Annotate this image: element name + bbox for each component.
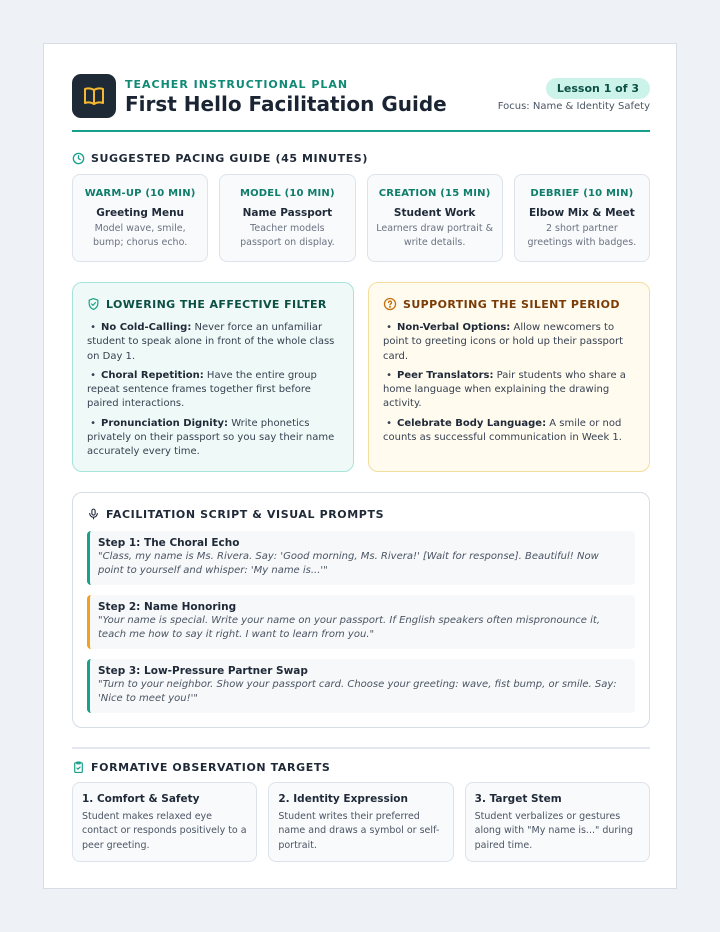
affective-filter-title: LOWERING THE AFFECTIVE FILTER bbox=[106, 297, 327, 311]
pacing-time: WARM-UP (10 MIN) bbox=[84, 188, 196, 199]
step-quote: "Your name is special. Write your name on your passport. If English speakers often mispronounce it, teach me how to say it right. I want to learn from you." bbox=[98, 615, 601, 640]
observation-card bbox=[72, 782, 257, 862]
observation-title: 3. Target Stem bbox=[474, 793, 562, 805]
item-text: Allow newcomers to point to greeting icons or hold up their passport card. bbox=[383, 322, 624, 362]
step-title: Step 3: Low-Pressure Partner Swap bbox=[98, 665, 308, 677]
clock-icon bbox=[72, 152, 85, 165]
pacing-description: Model wave, smile, bump; chorus echo. bbox=[92, 223, 188, 248]
pacing-description: Teacher models passport on display. bbox=[240, 223, 335, 248]
item-text: Pair students who share a home language when explaining the drawing activity. bbox=[383, 369, 626, 410]
pacing-heading-text: SUGGESTED PACING GUIDE (45 MINUTES) bbox=[91, 152, 368, 165]
item-term: Choral Repetition: bbox=[101, 369, 204, 381]
pacing-time: DEBRIEF (10 MIN) bbox=[530, 188, 634, 199]
list-item: • No Cold-Calling: Never force an unfamiliar student to speak alone in front of the whole class on Day 1. bbox=[87, 322, 335, 362]
script-heading-text: FACILITATION SCRIPT & VISUAL PROMPTS bbox=[106, 507, 385, 521]
header bbox=[72, 74, 650, 134]
observation-heading bbox=[72, 760, 330, 774]
pacing-activity: Student Work bbox=[393, 207, 476, 219]
pacing-card-warmup bbox=[72, 174, 208, 262]
item-term: Peer Translators: bbox=[397, 369, 494, 381]
observation-cards bbox=[72, 782, 650, 862]
item-term: Pronunciation Dignity: bbox=[101, 417, 229, 429]
observation-card bbox=[268, 782, 453, 862]
shield-check-icon bbox=[87, 297, 100, 311]
header-divider bbox=[72, 130, 650, 132]
affective-filter-box bbox=[72, 282, 354, 472]
pacing-card-model bbox=[219, 174, 355, 262]
pacing-activity: Greeting Menu bbox=[96, 207, 185, 219]
script-step-2 bbox=[87, 595, 635, 649]
observation-heading-text: FORMATIVE OBSERVATION TARGETS bbox=[91, 760, 331, 774]
list-item: • Pronunciation Dignity: Write phonetics privately on their passport so you say their name accurately every time. bbox=[87, 417, 335, 458]
item-text: A smile or nod counts as successful communication in Week 1. bbox=[383, 417, 622, 444]
pacing-time: CREATION (15 MIN) bbox=[378, 188, 491, 199]
plan-kicker: TEACHER INSTRUCTIONAL PLAN bbox=[125, 78, 349, 91]
question-circle-icon bbox=[383, 297, 397, 311]
item-term: No Cold-Calling: bbox=[101, 322, 192, 333]
observation-description: Student writes their preferred name and draws a symbol or self-portrait. bbox=[278, 811, 440, 851]
list-item: • Non-Verbal Options: Allow newcomers to point to greeting icons or hold up their passport card. bbox=[383, 322, 624, 362]
pacing-time: MODEL (10 MIN) bbox=[239, 188, 335, 199]
silent-period-heading bbox=[383, 297, 635, 311]
script-step-3 bbox=[87, 659, 635, 713]
silent-period-title: SUPPORTING THE SILENT PERIOD bbox=[403, 297, 620, 311]
lesson-plan-page bbox=[43, 43, 677, 889]
step-title: Step 1: The Choral Echo bbox=[98, 537, 240, 549]
lesson-badge: Lesson 1 of 3 bbox=[546, 78, 650, 99]
page-title: First Hello Facilitation Guide bbox=[125, 92, 447, 116]
silent-period-list bbox=[383, 321, 635, 445]
pacing-card-creation bbox=[367, 174, 503, 262]
pacing-description: Learners draw portrait & write details. bbox=[376, 223, 494, 248]
item-term: Celebrate Body Language: bbox=[397, 417, 547, 429]
pacing-activity: Elbow Mix & Meet bbox=[528, 207, 635, 219]
observation-description: Student makes relaxed eye contact or responds positively to a peer greeting. bbox=[82, 811, 247, 851]
focus-label: Focus: Name & Identity Safety bbox=[497, 101, 650, 112]
pacing-cards bbox=[72, 174, 650, 262]
script-step-1 bbox=[87, 531, 635, 585]
affective-filter-list bbox=[87, 321, 339, 460]
list-item: • Peer Translators: Pair students who share a home language when explaining the drawing activity. bbox=[383, 369, 626, 410]
facilitation-script-panel bbox=[72, 492, 650, 728]
list-item: • Celebrate Body Language: A smile or nod counts as successful communication in Week 1. bbox=[383, 417, 622, 444]
observation-card bbox=[465, 782, 650, 862]
section-divider bbox=[72, 747, 650, 749]
pacing-activity: Name Passport bbox=[242, 207, 333, 219]
silent-period-box bbox=[368, 282, 650, 472]
affective-filter-heading bbox=[87, 297, 339, 311]
item-term: Non-Verbal Options: bbox=[397, 322, 511, 333]
step-quote: "Turn to your neighbor. Show your passport card. Choose your greeting: wave, fist bump, or smile. Say: 'Nice to meet you!'" bbox=[98, 679, 617, 704]
item-text: Write phonetics privately on their passport so you say their name accurately every time. bbox=[87, 417, 335, 458]
clipboard-check-icon bbox=[72, 760, 85, 774]
observation-title: 2. Identity Expression bbox=[278, 793, 408, 805]
item-text: Never force an unfamiliar student to speak alone in front of the whole class on Day 1. bbox=[87, 322, 335, 362]
pacing-description: 2 short partner greetings with badges. bbox=[527, 223, 637, 248]
pacing-card-debrief bbox=[514, 174, 650, 262]
microphone-icon bbox=[87, 507, 100, 521]
step-title: Step 2: Name Honoring bbox=[98, 601, 237, 613]
observation-description: Student verbalizes or gestures along with "My name is..." during paired time. bbox=[474, 811, 634, 851]
book-icon bbox=[72, 74, 116, 118]
script-heading bbox=[87, 507, 635, 521]
observation-title: 1. Comfort & Safety bbox=[82, 793, 200, 805]
item-text: Have the entire group repeat sentence frames together first before paired interactions. bbox=[87, 369, 317, 410]
list-item: • Choral Repetition: Have the entire group repeat sentence frames together first before paired interactions. bbox=[87, 369, 317, 410]
step-quote: "Class, my name is Ms. Rivera. Say: 'Good morning, Ms. Rivera!' [Wait for response]. Beautiful! Now point to yourself and whisper: 'My name is...'" bbox=[98, 551, 599, 576]
pacing-heading bbox=[72, 152, 368, 165]
